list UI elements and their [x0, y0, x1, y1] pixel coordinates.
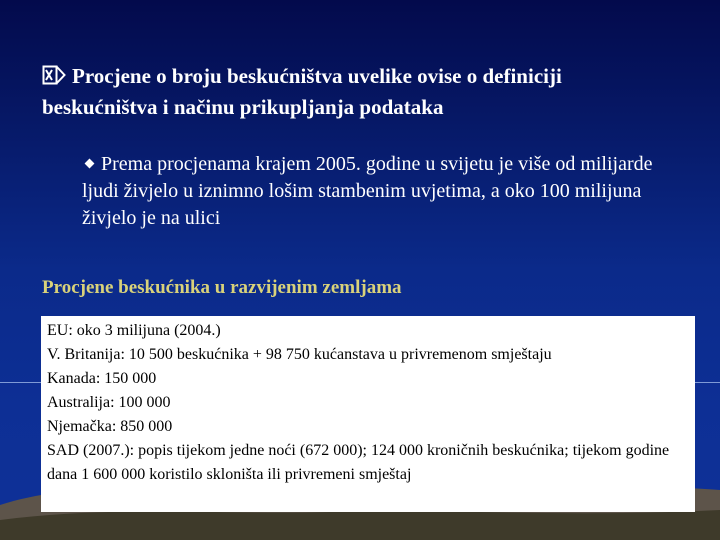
- slide-title-text: Procjene o broju beskućništva uvelike ovise o definiciji beskućništva i načinu prikupljanja podataka: [42, 64, 562, 119]
- diamond-bullet-icon: [85, 159, 95, 169]
- estimate-item: V. Britanija: 10 500 beskućnika + 98 750 kućanstava u privremenom smještaju: [47, 346, 552, 363]
- bullet-text: Prema procjenama krajem 2005. godine u svijetu je više od milijarde ljudi živjelo u iznimno lošim stambenim uvjetima, a oko 100 milijuna živjelo je na ulici: [82, 153, 653, 229]
- estimate-item: Australija: 100 000: [47, 394, 171, 411]
- estimate-item: SAD (2007.): popis tijekom jedne noći (672 000); 124 000 kroničnih beskućnika; tijekom godine dana 1 600 000 koristilo skloništa ili privremeni smještaj: [47, 442, 670, 483]
- estimate-item: Kanada: 150 000: [47, 370, 157, 387]
- section-subheading: Procjene beskućnika u razvijenim zemljama: [42, 277, 402, 298]
- estimates-box: [41, 316, 695, 512]
- estimate-item: Njemačka: 850 000: [47, 418, 173, 435]
- estimate-item: EU: oko 3 milijuna (2004.): [47, 322, 221, 339]
- slide-title: [42, 62, 682, 122]
- bullet-point: [82, 151, 672, 232]
- arrow-box-icon: [42, 64, 66, 93]
